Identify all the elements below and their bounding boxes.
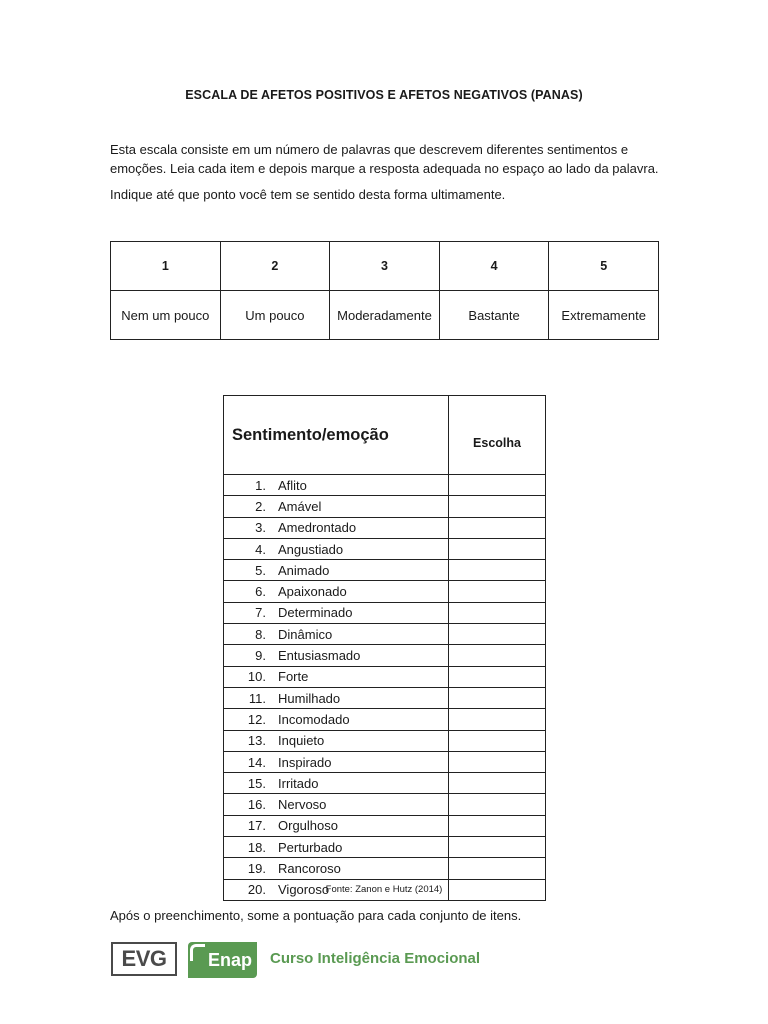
scale-number: 3: [330, 242, 440, 291]
emotion-item: [224, 581, 449, 602]
item-label: Amável: [278, 498, 322, 514]
emotion-row: [224, 751, 546, 772]
emotion-item: [224, 751, 449, 772]
item-label: Determinado: [278, 605, 353, 621]
emotion-row: [224, 645, 546, 666]
scale-numbers-row: [111, 242, 659, 291]
emotions-header-row: [224, 396, 546, 475]
emotion-row: [224, 794, 546, 815]
item-label: Inspirado: [278, 754, 332, 770]
item-number: 12.: [247, 711, 266, 727]
scale-number: 5: [549, 242, 659, 291]
scale-label: Bastante: [439, 291, 549, 340]
emotion-row: [224, 837, 546, 858]
emotion-row: [224, 560, 546, 581]
emotion-item: [224, 602, 449, 623]
item-label: Animado: [278, 562, 330, 578]
item-label: Entusiasmado: [278, 648, 361, 664]
emotion-row: [224, 475, 546, 496]
item-label: Forte: [278, 669, 309, 685]
choice-cell[interactable]: [449, 730, 546, 751]
emotion-row: [224, 687, 546, 708]
item-label: Angustiado: [278, 541, 344, 557]
choice-cell[interactable]: [449, 475, 546, 496]
emotion-row: [224, 496, 546, 517]
item-label: Dinâmico: [278, 626, 333, 642]
choice-cell[interactable]: [449, 773, 546, 794]
scale-label: Extremamente: [549, 291, 659, 340]
item-label: Inquieto: [278, 733, 325, 749]
source-citation: Fonte: Zanon e Hutz (2014): [325, 884, 443, 895]
item-number: 20.: [247, 882, 266, 898]
enap-mark-icon: [190, 944, 205, 961]
choice-cell[interactable]: [449, 496, 546, 517]
item-number: 15.: [247, 775, 266, 791]
item-number: 6.: [255, 584, 266, 600]
emotion-row: [224, 624, 546, 645]
item-number: 16.: [247, 797, 266, 813]
item-number: 19.: [247, 860, 266, 876]
item-label: Nervoso: [278, 797, 327, 813]
enap-logo: Enap: [188, 942, 257, 978]
emotion-item: [224, 709, 449, 730]
scale-label: Um pouco: [220, 291, 330, 340]
emotion-item: [224, 794, 449, 815]
emotion-row: [224, 773, 546, 794]
choice-cell[interactable]: [449, 815, 546, 836]
item-label: Aflito: [278, 477, 307, 493]
scale-labels-row: [111, 291, 659, 340]
emotion-item: [224, 858, 449, 879]
item-number: 13.: [247, 733, 266, 749]
emotion-row: [224, 709, 546, 730]
emotion-row: [224, 581, 546, 602]
choice-cell[interactable]: [449, 794, 546, 815]
emotion-item: [224, 624, 449, 645]
scale-number: 2: [220, 242, 330, 291]
item-label: Perturbado: [278, 839, 343, 855]
choice-cell[interactable]: [449, 858, 546, 879]
choice-cell[interactable]: [449, 666, 546, 687]
scoring-instruction: Após o preenchimento, some a pontuação para cada conjunto de itens.: [110, 908, 522, 923]
emotion-row: [224, 730, 546, 751]
emotion-item: [224, 645, 449, 666]
item-number: 7.: [255, 605, 266, 621]
scale-label: Moderadamente: [330, 291, 440, 340]
evg-logo: EVG: [111, 942, 177, 976]
emotion-item: [224, 730, 449, 751]
choice-cell[interactable]: [449, 538, 546, 559]
choice-cell[interactable]: [449, 709, 546, 730]
emotion-item: [224, 687, 449, 708]
choice-cell[interactable]: [449, 624, 546, 645]
emotion-item: [224, 517, 449, 538]
choice-cell[interactable]: [449, 751, 546, 772]
emotion-item: [224, 837, 449, 858]
emotion-column-header: Sentimento/emoção: [224, 396, 449, 475]
emotions-table: [223, 395, 546, 901]
item-label: Rancoroso: [278, 860, 341, 876]
choice-cell[interactable]: [449, 837, 546, 858]
response-scale-table: [110, 241, 659, 340]
item-number: 3.: [255, 520, 266, 536]
emotion-item: [224, 773, 449, 794]
item-label: Apaixonado: [278, 584, 347, 600]
emotion-row: [224, 666, 546, 687]
choice-cell[interactable]: [449, 560, 546, 581]
scale-label: Nem um pouco: [111, 291, 221, 340]
item-label: Irritado: [278, 775, 319, 791]
item-number: 5.: [255, 562, 266, 578]
emotion-row: [224, 517, 546, 538]
emotion-item: [224, 560, 449, 581]
emotion-item: [224, 475, 449, 496]
choice-cell[interactable]: [449, 645, 546, 666]
emotion-item: [224, 538, 449, 559]
emotion-row: [224, 538, 546, 559]
page-title: ESCALA DE AFETOS POSITIVOS E AFETOS NEGATIVOS (PANAS): [185, 88, 583, 102]
item-number: 18.: [247, 839, 266, 855]
item-label: Vigoroso: [278, 882, 330, 898]
item-label: Humilhado: [278, 690, 341, 706]
choice-cell[interactable]: [449, 581, 546, 602]
instructions-paragraph-2: Indique até que ponto você tem se sentido desta forma ultimamente.: [110, 187, 506, 202]
choice-cell[interactable]: [449, 602, 546, 623]
emotion-item: [224, 666, 449, 687]
item-label: Amedrontado: [278, 520, 357, 536]
emotion-row: [224, 602, 546, 623]
emotion-item: [224, 815, 449, 836]
scale-number: 1: [111, 242, 221, 291]
choice-cell[interactable]: [449, 687, 546, 708]
item-number: 4.: [255, 541, 266, 557]
emotion-item: [224, 496, 449, 517]
item-label: Incomodado: [278, 711, 350, 727]
item-number: 14.: [247, 754, 266, 770]
item-number: 2.: [255, 498, 266, 514]
emotion-row: [224, 815, 546, 836]
item-number: 1.: [255, 477, 266, 493]
scale-number: 4: [439, 242, 549, 291]
item-label: Orgulhoso: [278, 818, 338, 834]
choice-cell[interactable]: [449, 517, 546, 538]
item-number: 11.: [248, 690, 266, 706]
course-name: Curso Inteligência Emocional: [270, 950, 481, 967]
item-number: 9.: [255, 648, 266, 664]
item-number: 8.: [255, 626, 266, 642]
emotion-row: [224, 858, 546, 879]
item-number: 17.: [247, 818, 266, 834]
item-number: 10.: [247, 669, 266, 685]
choice-column-header: Escolha: [449, 396, 546, 475]
instructions-paragraph: Esta escala consiste em um número de palavras que descrevem diferentes sentimentos e emoções. Leia cada item e depois marque a resposta adequada no espaço ao lado da palavra.: [110, 142, 659, 176]
